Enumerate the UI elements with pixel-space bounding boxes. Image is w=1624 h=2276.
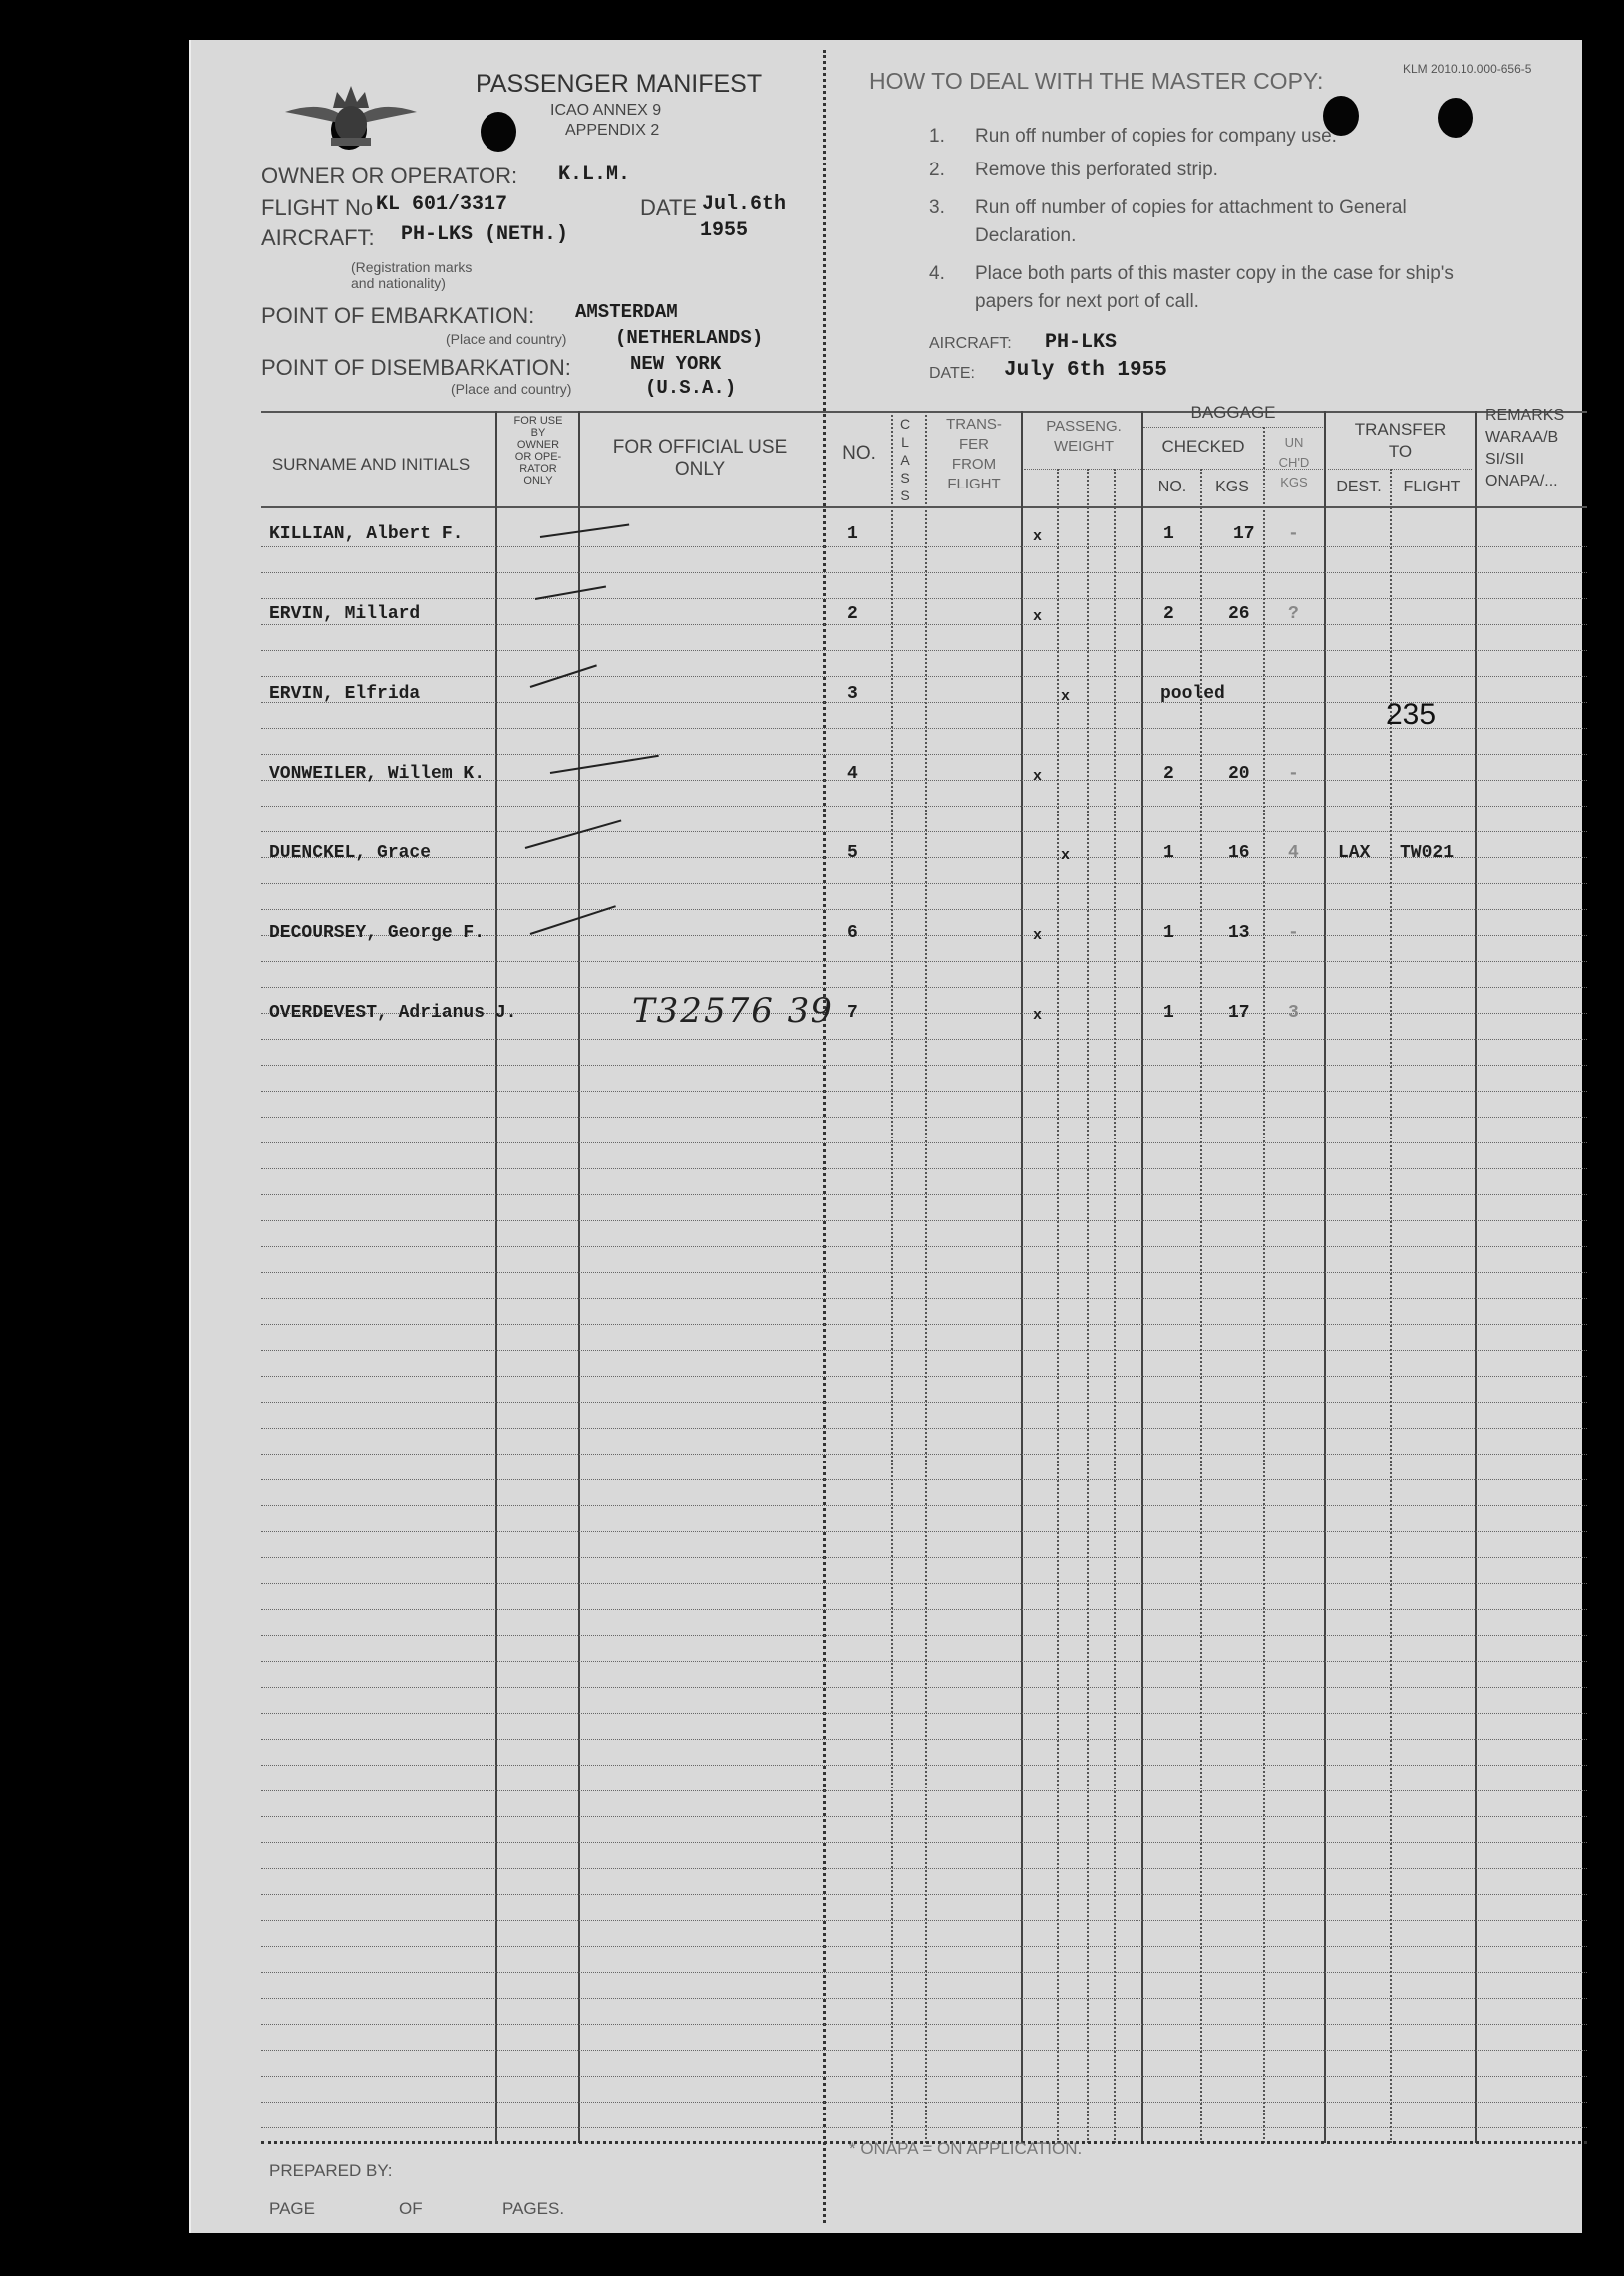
ruled-line — [261, 1428, 1587, 1429]
instructions-title: HOW TO DEAL WITH THE MASTER COPY: — [869, 68, 1324, 94]
ruled-line — [261, 1220, 1587, 1221]
disembarkation-value: NEW YORK — [630, 353, 722, 375]
instr-aircraft-label: AIRCRAFT: — [929, 335, 1012, 352]
passenger-no: 4 — [847, 764, 858, 784]
owner-value: K.L.M. — [558, 163, 631, 186]
instr-date-value: July 6th 1955 — [1004, 359, 1167, 382]
instruction-num: 2. — [929, 160, 945, 180]
bag-kgs: 17 — [1233, 524, 1255, 544]
col-divider — [1087, 469, 1089, 2143]
table-header-rule — [261, 506, 1587, 508]
bag-no: 1 — [1163, 1003, 1174, 1023]
ruled-line — [261, 1816, 1587, 1817]
appendix-label: APPENDIX 2 — [565, 122, 660, 139]
col-transfer-to: TRANSFER TO — [1354, 420, 1447, 461]
ruled-line — [261, 2024, 1587, 2025]
annex-label: ICAO ANNEX 9 — [550, 102, 662, 119]
transfer-dest: LAX — [1338, 843, 1371, 863]
ruled-line — [261, 1168, 1587, 1169]
stamp-number: 235 — [1386, 698, 1437, 731]
ruled-line — [261, 624, 1587, 625]
ruled-line — [261, 1842, 1587, 1843]
check-mark — [525, 819, 622, 848]
of-label: OF — [399, 2199, 423, 2218]
aircraft-label: AIRCRAFT: — [261, 225, 375, 250]
ruled-line — [261, 754, 1587, 755]
ruled-line — [261, 1687, 1587, 1688]
ruled-line — [261, 650, 1587, 651]
col-transfer-from: TRANS- FER FROM FLIGHT — [946, 416, 1002, 492]
passenger-name: ERVIN, Millard — [269, 604, 421, 624]
pages-label: PAGES. — [502, 2199, 565, 2218]
ruled-line — [261, 2076, 1587, 2077]
punch-hole — [1438, 98, 1473, 138]
passenger-no: 1 — [847, 524, 858, 544]
ruled-line — [261, 1194, 1587, 1195]
col-divider — [1263, 427, 1265, 2143]
ruled-line — [261, 831, 1587, 832]
col-surname: SURNAME AND INITIALS — [271, 455, 471, 474]
col-divider — [891, 411, 893, 2143]
aircraft-note: and nationality) — [351, 275, 446, 291]
ruled-line — [261, 1713, 1587, 1714]
ruled-line — [261, 572, 1587, 573]
handwritten-note: T32576 39 — [632, 991, 834, 1031]
ruled-line — [261, 883, 1587, 884]
bag-kgs: 16 — [1228, 843, 1250, 863]
embarkation-label: POINT OF EMBARKATION: — [261, 303, 535, 328]
col-divider — [925, 411, 927, 2143]
ruled-line — [261, 1998, 1587, 1999]
transfer-subrule — [1328, 469, 1472, 470]
ruled-line — [261, 1972, 1587, 1973]
ruled-line — [261, 1946, 1587, 1947]
ruled-line — [261, 1609, 1587, 1610]
flight-value: KL 601/3317 — [376, 193, 508, 216]
transfer-flight: TW021 — [1400, 843, 1455, 863]
bag-no: 1 — [1163, 524, 1174, 544]
unchecked-kgs: - — [1288, 923, 1299, 943]
passenger-name: KILLIAN, Albert F. — [269, 524, 464, 544]
ruled-line — [261, 2102, 1587, 2103]
punch-hole — [481, 112, 516, 152]
unchecked-kgs: - — [1288, 524, 1299, 544]
form-title: PASSENGER MANIFEST — [476, 70, 763, 98]
unchecked-kgs: 4 — [1288, 843, 1299, 863]
bag-no: pooled — [1160, 684, 1225, 704]
disembarkation-note: (Place and country) — [451, 381, 572, 397]
ruled-line — [261, 1531, 1587, 1532]
ruled-line — [261, 1142, 1587, 1143]
disembarkation-country: (U.S.A.) — [645, 377, 737, 399]
page-label: PAGE — [269, 2199, 315, 2218]
col-remarks: REMARKS WARAA/B SI/SII ONAPA/... — [1485, 407, 1565, 489]
weight-subrule — [1024, 469, 1143, 470]
instruction-num: 1. — [929, 126, 945, 147]
bag-no: 2 — [1163, 604, 1174, 624]
ruled-line — [261, 987, 1587, 988]
passenger-name: VONWEILER, Willem K. — [269, 764, 486, 784]
passenger-no: 6 — [847, 923, 858, 943]
weight-mark: x — [1033, 528, 1043, 545]
ruled-line — [261, 1402, 1587, 1403]
col-divider — [1021, 411, 1023, 2143]
bag-no: 1 — [1163, 843, 1174, 863]
ruled-line — [261, 1635, 1587, 1636]
ruled-line — [261, 1739, 1587, 1740]
ruled-line — [261, 1298, 1587, 1299]
passenger-name: OVERDEVEST, Adrianus J. — [269, 1003, 517, 1023]
bag-kgs: 26 — [1228, 604, 1250, 624]
col-flight: FLIGHT — [1403, 479, 1461, 495]
col-baggage: BAGGAGE — [1190, 403, 1276, 422]
klm-crown-logo — [281, 78, 421, 158]
col-divider — [1475, 411, 1477, 2143]
ruled-line — [261, 598, 1587, 599]
passenger-no: 7 — [847, 1003, 858, 1023]
instr-date-label: DATE: — [929, 365, 975, 382]
col-divider — [1057, 469, 1059, 2143]
col-checked-no: NO. — [1157, 479, 1187, 495]
ruled-line — [261, 2127, 1587, 2128]
onapa-note: * ONAPA = ON APPLICATION. — [849, 2139, 1083, 2158]
manifest-page — [189, 40, 1582, 2233]
ruled-line — [261, 2050, 1587, 2051]
ruled-line — [261, 1454, 1587, 1455]
ruled-line — [261, 1039, 1587, 1040]
weight-mark: x — [1061, 847, 1071, 864]
ruled-line — [261, 1117, 1587, 1118]
col-checked: CHECKED — [1161, 437, 1245, 456]
instruction-num: 4. — [929, 263, 945, 284]
weight-mark: x — [1033, 927, 1043, 944]
instruction-text: Run off number of copies for company use. — [975, 126, 1337, 147]
ruled-line — [261, 1350, 1587, 1351]
weight-mark: x — [1061, 688, 1071, 705]
embarkation-value: AMSTERDAM — [575, 301, 678, 323]
ruled-line — [261, 1065, 1587, 1066]
date-value: Jul.6th — [702, 193, 787, 216]
instruction-text: Remove this perforated strip. — [975, 160, 1218, 180]
ruled-line — [261, 1376, 1587, 1377]
embarkation-note: (Place and country) — [446, 331, 567, 347]
instruction-text: Declaration. — [975, 225, 1077, 246]
ruled-line — [261, 961, 1587, 962]
ruled-line — [261, 1272, 1587, 1273]
perforation-line — [823, 50, 826, 2223]
bag-kgs: 17 — [1228, 1003, 1250, 1023]
instr-aircraft-value: PH-LKS — [1045, 331, 1118, 354]
col-no: NO. — [842, 443, 876, 464]
ruled-line — [261, 1661, 1587, 1662]
weight-mark: x — [1033, 768, 1043, 785]
ruled-line — [261, 1894, 1587, 1895]
instruction-num: 3. — [929, 197, 945, 218]
check-mark — [550, 755, 659, 774]
ruled-line — [261, 1091, 1587, 1092]
ruled-line — [261, 909, 1587, 910]
col-dest: DEST. — [1336, 479, 1382, 495]
ruled-line — [261, 1920, 1587, 1921]
owner-label: OWNER OR OPERATOR: — [261, 163, 518, 188]
aircraft-value: PH-LKS (NETH.) — [401, 223, 569, 246]
weight-mark: x — [1033, 608, 1043, 625]
bag-kgs: 20 — [1228, 764, 1250, 784]
form-number: KLM 2010.10.000-656-5 — [1403, 62, 1532, 76]
ruled-line — [261, 1765, 1587, 1766]
ruled-line — [261, 806, 1587, 807]
instruction-text: Run off number of copies for attachment to General — [975, 197, 1407, 218]
passenger-name: DUENCKEL, Grace — [269, 843, 432, 863]
col-checked-kgs: KGS — [1215, 479, 1249, 495]
col-class: C L A S S — [899, 416, 911, 503]
passenger-name: ERVIN, Elfrida — [269, 684, 421, 704]
bag-kgs: 13 — [1228, 923, 1250, 943]
passenger-no: 3 — [847, 684, 858, 704]
ruled-line — [261, 857, 1587, 858]
date-year: 1955 — [700, 219, 749, 242]
flight-label: FLIGHT No — [261, 195, 374, 220]
weight-mark: x — [1033, 1007, 1043, 1024]
col-divider — [1114, 469, 1116, 2143]
instruction-text: Place both parts of this master copy in the case for ship's — [975, 263, 1454, 284]
ruled-line — [261, 1505, 1587, 1506]
ruled-line — [261, 1479, 1587, 1480]
unchecked-kgs: ? — [1288, 604, 1299, 624]
ruled-line — [261, 1246, 1587, 1247]
bag-no: 1 — [1163, 923, 1174, 943]
aircraft-note: (Registration marks — [351, 259, 473, 275]
baggage-subrule — [1143, 427, 1323, 428]
unchecked-kgs: 3 — [1288, 1003, 1299, 1023]
ruled-line — [261, 546, 1587, 547]
col-divider — [495, 411, 497, 2143]
disembarkation-label: POINT OF DISEMBARKATION: — [261, 355, 571, 380]
embarkation-country: (NETHERLANDS) — [615, 327, 764, 349]
ruled-line — [261, 1790, 1587, 1791]
check-mark — [540, 523, 629, 538]
col-divider — [1324, 411, 1326, 2143]
col-passeng-weight: PASSENG. WEIGHT — [1046, 418, 1122, 455]
unchecked-kgs: - — [1288, 764, 1299, 784]
ruled-line — [261, 1557, 1587, 1558]
ruled-line — [261, 1324, 1587, 1325]
ruled-line — [261, 1868, 1587, 1869]
bag-no: 2 — [1163, 764, 1174, 784]
passenger-name: DECOURSEY, George F. — [269, 923, 486, 943]
ruled-line — [261, 676, 1587, 677]
passenger-no: 2 — [847, 604, 858, 624]
instruction-text: papers for next port of call. — [975, 291, 1199, 312]
col-divider — [1200, 469, 1202, 2143]
prepared-by-label: PREPARED BY: — [269, 2161, 393, 2180]
passenger-no: 5 — [847, 843, 858, 863]
col-owner-use: FOR USE BY OWNER OR OPE- RATOR ONLY — [513, 415, 563, 487]
date-label: DATE — [640, 195, 698, 220]
table-top-rule — [261, 411, 1587, 413]
col-unchecked: UN CH'D KGS — [1278, 435, 1310, 489]
col-divider — [1141, 411, 1143, 2143]
col-official: FOR OFFICIAL USE ONLY — [612, 437, 788, 480]
ruled-line — [261, 1583, 1587, 1584]
